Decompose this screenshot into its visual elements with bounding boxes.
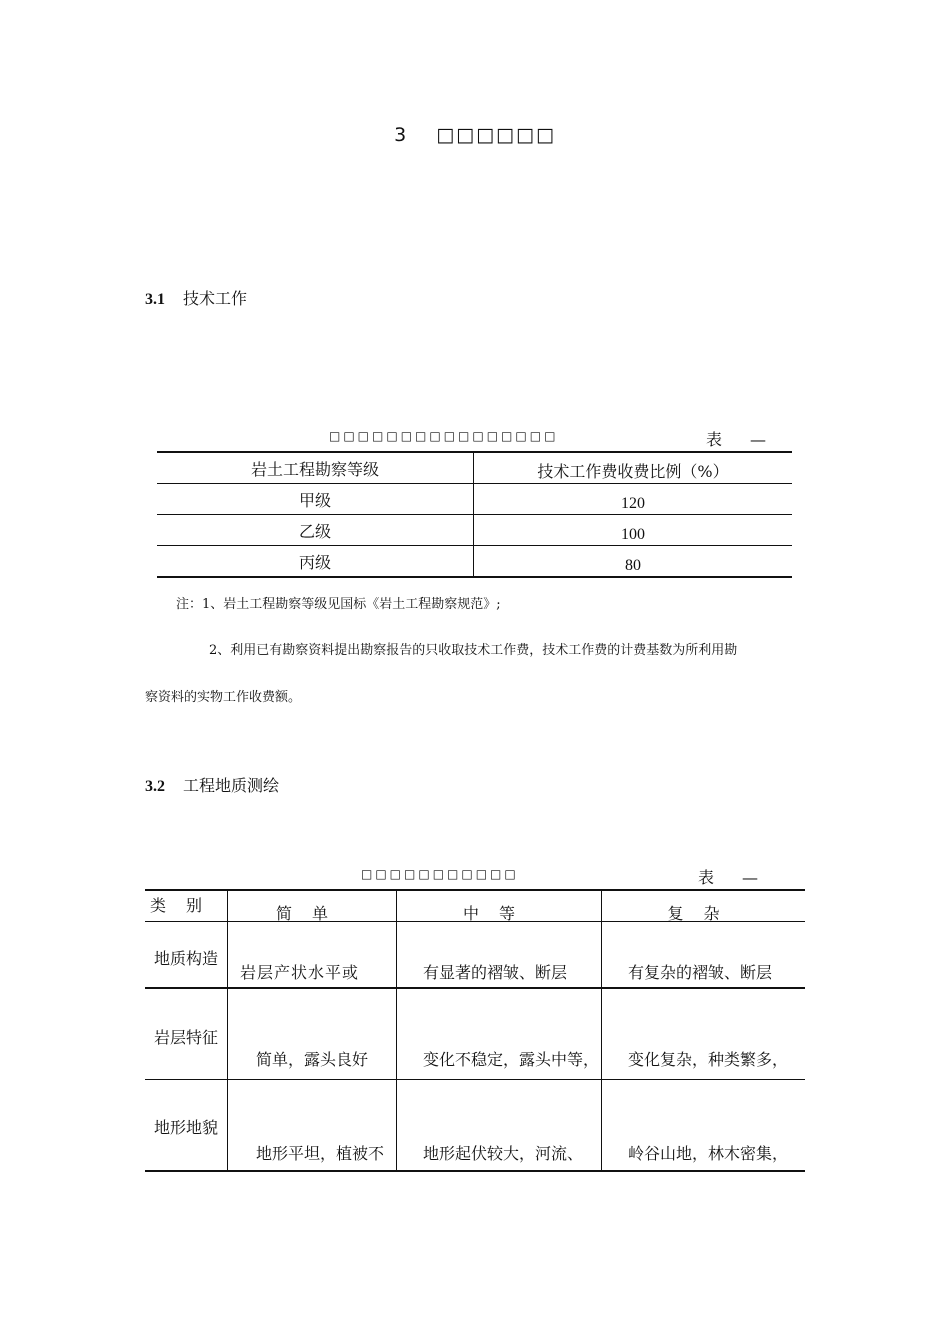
- table-row: [145, 988, 805, 1080]
- section-title: 工程地质测绘: [183, 776, 280, 795]
- section-heading-3-1: [145, 286, 247, 309]
- simple-cell: 岩层产状水平或: [228, 922, 397, 989]
- header-cell: 简单: [228, 890, 397, 922]
- table-row: [157, 515, 792, 546]
- header-cell: 技术工作费收费比例（%）: [474, 452, 793, 484]
- section-number: 3.1: [145, 291, 165, 308]
- medium-cell: 变化不稳定，露头中等，: [397, 988, 602, 1080]
- table-dash: —: [742, 868, 759, 887]
- table-header-row: [145, 890, 805, 922]
- table-row: [145, 1080, 805, 1172]
- header-cell: 中等: [397, 890, 602, 922]
- chapter-title: □□□□□□: [436, 124, 556, 146]
- table-row: [157, 546, 792, 578]
- note-2-line1: 2、利用已有勘察资料提出勘察报告的只收取技术工作费，技术工作费的计费基数为所利用勘: [209, 643, 738, 658]
- fee-ratio-table: [157, 451, 792, 578]
- table2-caption: □□□□□□□□□□□: [361, 867, 519, 881]
- category-cell: 地形地貌: [145, 1080, 228, 1172]
- simple-cell: 简单，露头良好: [228, 988, 397, 1080]
- section-title: 技术工作: [183, 289, 248, 308]
- table-header-row: [157, 452, 792, 484]
- note-1: 注：1、岩土工程勘察等级见国标《岩土工程勘察规范》;: [176, 597, 501, 612]
- table-label: 表: [706, 430, 723, 449]
- medium-cell: 有显著的褶皱、断层: [397, 922, 602, 989]
- geo-mapping-complexity-table: [145, 889, 805, 1172]
- table1-number: [706, 427, 766, 450]
- ratio-cell: 120: [474, 484, 793, 515]
- category-cell: 岩层特征: [145, 988, 228, 1080]
- grade-cell: 丙级: [157, 546, 474, 578]
- table1-caption: □□□□□□□□□□□□□□□□: [329, 429, 559, 443]
- header-cell: 类别: [145, 890, 228, 922]
- complex-cell: 变化复杂，种类繁多，: [602, 988, 806, 1080]
- simple-cell: 地形平坦，植被不: [228, 1080, 397, 1172]
- header-cell: 岩土工程勘察等级: [157, 452, 474, 484]
- ratio-cell: 100: [474, 515, 793, 546]
- table2-number: [698, 865, 758, 888]
- table-label: 表: [698, 868, 715, 887]
- ratio-cell: 80: [625, 557, 641, 574]
- header-cell: 复杂: [602, 890, 806, 922]
- section-number: 3.2: [145, 778, 165, 795]
- medium-cell: 地形起伏较大，河流、: [397, 1080, 602, 1172]
- complex-cell: 岭谷山地，林木密集，: [602, 1080, 806, 1172]
- table-dash: —: [750, 430, 767, 449]
- grade-cell: 乙级: [157, 515, 474, 546]
- complex-cell: 有复杂的褶皱、断层: [602, 922, 806, 989]
- table-row: [145, 922, 805, 989]
- table-row: [157, 484, 792, 515]
- chapter-number: 3: [394, 124, 407, 146]
- section-heading-3-2: [145, 773, 279, 796]
- category-cell: 地质构造: [145, 922, 228, 989]
- grade-cell: 甲级: [157, 484, 474, 515]
- chapter-heading: [0, 124, 950, 146]
- note-2-line2: 察资料的实物工作收费额。: [145, 690, 302, 705]
